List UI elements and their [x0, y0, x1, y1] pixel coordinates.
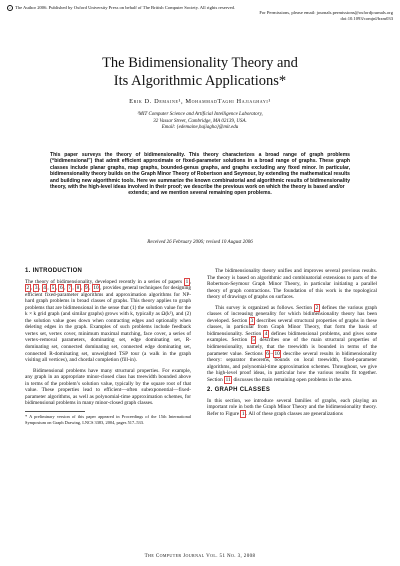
citation-link[interactable]: 10 — [93, 285, 99, 292]
affiliation-email: Email: {edemaine,hajiagha}@mit.edu — [161, 125, 239, 130]
copyright-line — [7, 5, 235, 11]
affiliation-line-2: 32 Vassar Street, Cambridge, MA 02139, USA. — [153, 118, 247, 124]
intro-paragraph-1: The theory of bidimensionality, developed recently in a series of papers 1 , 2 , 3 , 4 , 5 , 6 , 7 , 8 , 9 , 10 , provides general techniques for designing efficient fixed-parameter algorithms and approximation algorithms for NP-hard graph problems in broad classes of graphs. This theory applies to graph problems that are bidimensional in the sense that (1) the solution value for the k × k grid graph (and similar graphs) grows with k, typically as Ω(k²), and (2) the solution value goes down when contracting edges and optionally when deleting edges in the graph. Examples of such problems include feedback vertex set, vertex cover, minimum maximal matching, face cover, a series of vertex-removal parameters, dominating set, edge dominating set, R-dominating set, connected dominating set, connected edge dominating set, connected R-dominating set, unweighted TSP tour (a walk in the graph visiting all vertices), and chordal completion (fill-in). — [25, 278, 192, 364]
footnote: * A preliminary version of this paper appeared in Proceedings of the 15th International Symposium on Graph Drawing, LNCS 3383, 2004, pages 517–533. — [25, 413, 191, 425]
citation-link[interactable]: 2 — [26, 285, 30, 292]
journal-footer: The Computer Journal Vol. 51 No. 3, 2008 — [144, 554, 256, 559]
citation-link[interactable]: 6 — [59, 285, 63, 292]
abstract — [50, 152, 350, 197]
abstract-body: This paper surveys the theory of bidimensionality. This theory characterizes a broad range of graph problems (“bidimensional”) that admit efficient approximate or fixed-parameter solutions in a broad range of graphs. These graph classes include planar graphs, map graphs, bounded-genus graphs, and graphs excluding any fixed minor. In particular, bidimensionality theory builds on the Graph Minor Theory of Robertson and Seymour, by extending the mathematical results and building new algorithmic tools. Here we summarize the known combinatorial and algorithmic results of bidimensionality theory, with the high-level ideas involved in their proof; we describe the previous work on which the theory is based and/or — [50, 152, 350, 191]
citation-link[interactable]: 7 — [68, 285, 71, 292]
section-link[interactable]: 10 — [274, 350, 280, 357]
section-link[interactable]: 4 — [264, 330, 268, 337]
citation-link[interactable]: 9 — [85, 285, 88, 292]
citation-link[interactable]: 4 — [43, 285, 46, 292]
permissions-block — [259, 10, 393, 22]
section-link[interactable]: 6 — [266, 350, 269, 357]
section-link[interactable]: 3 — [250, 317, 254, 324]
authors: Erik D. Demaine¹, MohammadTaghi Hajiaghayi¹ — [129, 98, 271, 105]
copyright-icon: c — [7, 5, 13, 11]
affiliation — [0, 112, 400, 132]
citation-link[interactable]: 1 — [185, 278, 189, 285]
section-link[interactable]: 11 — [225, 376, 231, 383]
doi: doi:10.1093/comjnl/bxm033 — [340, 16, 393, 21]
section-1-heading: 1. INTRODUCTION — [25, 268, 83, 274]
figure-link[interactable]: 1 — [241, 410, 245, 417]
citation-link[interactable]: 3 — [34, 285, 38, 292]
section-2-heading: 2. GRAPH CLASSES — [207, 387, 271, 394]
footnote-separator — [25, 411, 85, 412]
right-column — [207, 268, 377, 421]
affiliation-line-1: ¹MIT Computer Science and Artificial Intelligence Laboratory, — [137, 112, 263, 117]
title-line-1: The Bidimensionality Theory and — [102, 55, 298, 71]
received-dates: Received 26 February 2006; revised 10 August 2006 — [147, 240, 253, 245]
abstract-last-line: extends; and we mention several remaining open problems. — [128, 190, 272, 197]
left-column — [25, 268, 191, 425]
section-link[interactable]: 5 — [252, 337, 255, 344]
intro-paragraph-2: Bidimensional problems have many structural properties. For example, any graph in an appropriate minor-closed class has treewidth bounded above in terms of the problem’s solution value, typically by the square root of that value. These properties lead to efficient—often subexponential—fixed-parameter algorithms, as well as polynomial-time approximation schemes, for bidimensional problems in many minor-closed graph classes. — [25, 367, 191, 407]
citation-link[interactable]: 5 — [51, 285, 55, 292]
section-link[interactable]: 2 — [315, 304, 319, 311]
paper-title — [0, 54, 400, 90]
right-paragraph-2: This survey is organized as follows. Section 2 defines the various graph classes of increasing generality for which bidimensionality theory has been developed. Section 3 describes several structural properties of graphs in these classes, in particular from Graph Minor Theory, that form the basis of bidimensionality. Section 4 defines bidimensional problems, and gives some examples. Section 5 describes one of the main structural properties of bidimensionality, namely, that the treewidth is bounded in terms of the parameter value. Sections 6 – 10 describe several results in bidimensionality theory: separator theorems, bounds on local treewidth, fixed-parameter algorithms, and polynomial-time approximation schemes. Throughout, we give the high-level proof ideas, in particular how the various results fit together. Section 11 discusses the main remaining open problems in the area. — [207, 304, 377, 383]
graph-classes-paragraph: In this section, we introduce several families of graphs, each playing an important role in both the Graph Minor Theory and the bidimensionality theory. Refer to Figure 1 . All of these graph classes are generalizations — [207, 397, 377, 417]
copyright-text: The Author 2006. Published by Oxford University Press on behalf of The British Computer Society. All rights reserved. — [15, 5, 236, 11]
citation-link[interactable]: 8 — [76, 285, 80, 292]
permissions-email: For Permissions, please email: journals.permissions@oxfordjournals.org — [259, 10, 393, 15]
right-paragraph-1: The bidimensionality theory unifies and improves several previous results. The theory is based on algorithmic and combinatorial extensions to parts of the Robertson-Seymour Graph Minor Theory, in particular initiating a parallel theory of graph contractions. The foundation of this work is the topological theory of drawings of graphs on surfaces. — [207, 268, 377, 301]
title-line-2: Its Algorithmic Applications* — [113, 73, 287, 89]
